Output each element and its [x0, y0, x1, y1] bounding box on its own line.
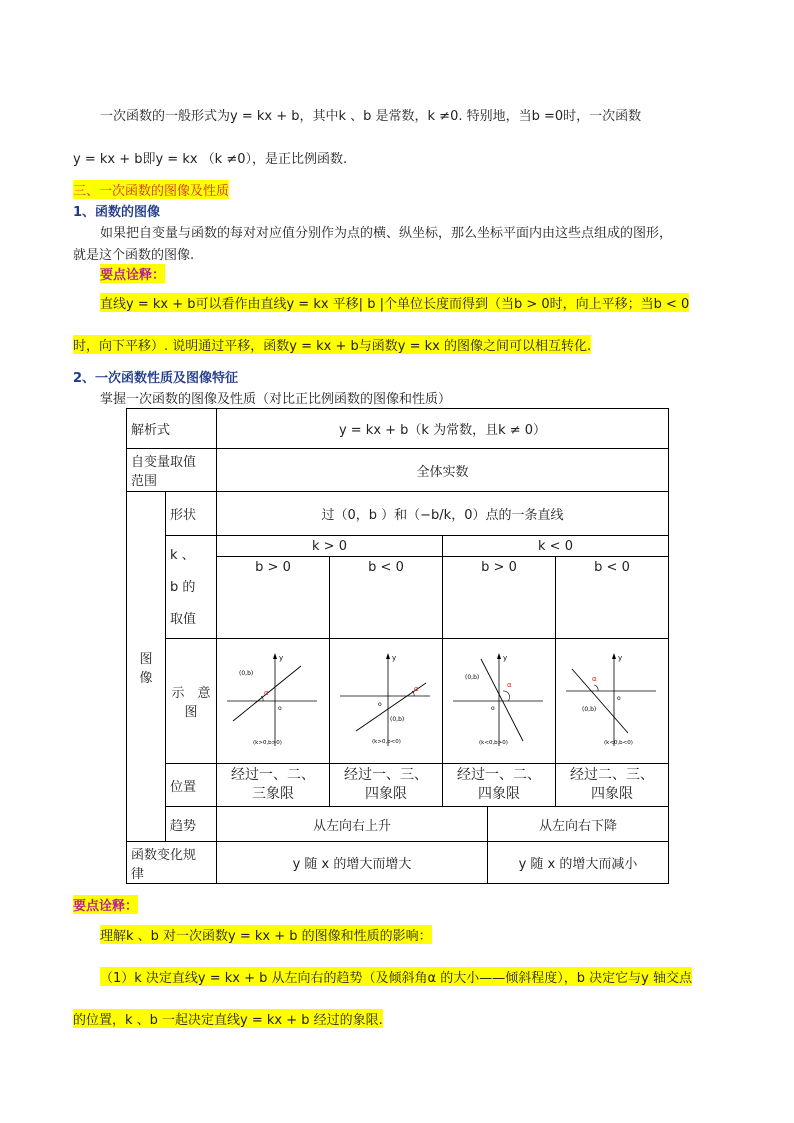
svg-text:α: α — [592, 675, 597, 683]
row-formula-label: 解析式 — [127, 409, 217, 449]
b-condition-1: b > 0 — [217, 557, 330, 639]
note-2-line-3: 的位置，k 、b 一起决定直线y = kx + b 经过的象限. — [73, 1009, 383, 1028]
svg-text:α: α — [507, 681, 512, 689]
intro-line-1: 一次函数的一般形式为y = kx + b，其中k 、b 是常数，k ≠0. 特别地，当b =0时，一次函数 — [100, 109, 642, 124]
note-line-2: 时，向下平移）. 说明通过平移，函数y = kx + b与函数y = kx 的图像之间可以相互转化. — [73, 335, 591, 354]
svg-text:(0,b): (0,b) — [239, 670, 254, 677]
graph-k-neg-b-neg — [564, 651, 660, 751]
change-label: 函数变化规 律 — [127, 842, 217, 884]
subsection-1-title: 1、函数的图像 — [73, 205, 161, 220]
svg-text:o: o — [617, 695, 621, 702]
graph-cell-2 — [330, 639, 443, 764]
graph-k-pos-b-neg — [338, 651, 434, 751]
subsection-2-intro: 掌握一次函数的图像及性质（对比正比例函数的图像和性质） — [100, 392, 452, 407]
image-group-label: 图 像 — [127, 492, 166, 842]
svg-text:(k<0,b>0): (k<0,b>0) — [479, 740, 508, 746]
position-4: 经过二、三、 四象限 — [556, 764, 669, 807]
properties-table — [126, 408, 669, 884]
svg-text:(0,b): (0,b) — [390, 716, 405, 723]
trend-down: 从左向右下降 — [488, 807, 669, 842]
section-heading: 三、一次函数的图像及性质 — [73, 180, 229, 199]
trend-label: 趋势 — [166, 807, 217, 842]
graph-cell-4 — [556, 639, 669, 764]
svg-text:(k<0,b<0): (k<0,b<0) — [604, 740, 633, 746]
position-3: 经过一、二、 四象限 — [443, 764, 556, 807]
shape-label: 形状 — [166, 492, 217, 536]
svg-text:y: y — [279, 654, 284, 662]
graph-k-neg-b-pos — [451, 651, 547, 751]
svg-text:(0,b): (0,b) — [582, 706, 597, 713]
row-domain-value: 全体实数 — [217, 449, 669, 492]
row-domain-label: 自变量取值 范围 — [127, 449, 217, 492]
subsection-2-title: 2、一次函数性质及图像特征 — [73, 371, 239, 386]
svg-text:o: o — [278, 705, 282, 712]
svg-text:(0,b): (0,b) — [465, 674, 480, 681]
note-2-line-1: 理解k 、b 对一次函数y = kx + b 的图像和性质的影响： — [100, 925, 432, 944]
kb-label: k 、 b 的 取值 — [166, 536, 217, 639]
position-2: 经过一、三、 四象限 — [330, 764, 443, 807]
trend-up: 从左向右上升 — [217, 807, 488, 842]
note-2-label: 要点诠释： — [73, 895, 138, 914]
svg-text:o: o — [378, 701, 382, 708]
shape-value: 过（0，b ）和（−b/k，0）点的一条直线 — [217, 492, 669, 536]
svg-text:o: o — [491, 705, 495, 712]
k-positive-header: k > 0 — [217, 536, 443, 557]
b-condition-2: b < 0 — [330, 557, 443, 639]
svg-text:y: y — [392, 654, 397, 662]
svg-text:y: y — [618, 654, 623, 662]
change-decrease: y 随 x 的增大而减小 — [488, 842, 669, 884]
intro-line-2: y = kx + b即y = kx （k ≠0），是正比例函数. — [73, 152, 348, 167]
graph-definition-line-1: 如果把自变量与函数的每对对应值分别作为点的横、纵坐标，那么坐标平面内由这些点组成的图形， — [100, 226, 673, 241]
change-increase: y 随 x 的增大而增大 — [217, 842, 488, 884]
b-condition-4: b < 0 — [556, 557, 669, 639]
svg-text:α: α — [414, 685, 419, 693]
position-label: 位置 — [166, 764, 217, 807]
svg-text:(k>0,b>0): (k>0,b>0) — [253, 740, 282, 746]
svg-text:(k>0,b<0): (k>0,b<0) — [372, 739, 401, 745]
row-formula-value: y = kx + b（k 为常数，且k ≠ 0） — [217, 409, 669, 449]
diagram-label: 示 意 图 — [166, 639, 217, 764]
graph-definition-line-2: 就是这个函数的图像. — [73, 248, 195, 263]
note-label: 要点诠释： — [100, 264, 165, 283]
svg-text:α: α — [264, 689, 269, 697]
svg-text:y: y — [503, 654, 508, 662]
position-1: 经过一、二、 三象限 — [217, 764, 330, 807]
note-2-line-2: （1）k 决定直线y = kx + b 从左向右的趋势（及倾斜角α 的大小——倾斜程度），b 决定它与y 轴交点 — [100, 967, 692, 986]
b-condition-3: b > 0 — [443, 557, 556, 639]
graph-cell-1 — [217, 639, 330, 764]
graph-k-pos-b-pos — [225, 651, 321, 751]
k-negative-header: k < 0 — [443, 536, 669, 557]
note-line-1: 直线y = kx + b可以看作由直线y = kx 平移| b |个单位长度而得到（当b > 0时，向上平移；当b < 0 — [100, 293, 689, 312]
graph-cell-3 — [443, 639, 556, 764]
